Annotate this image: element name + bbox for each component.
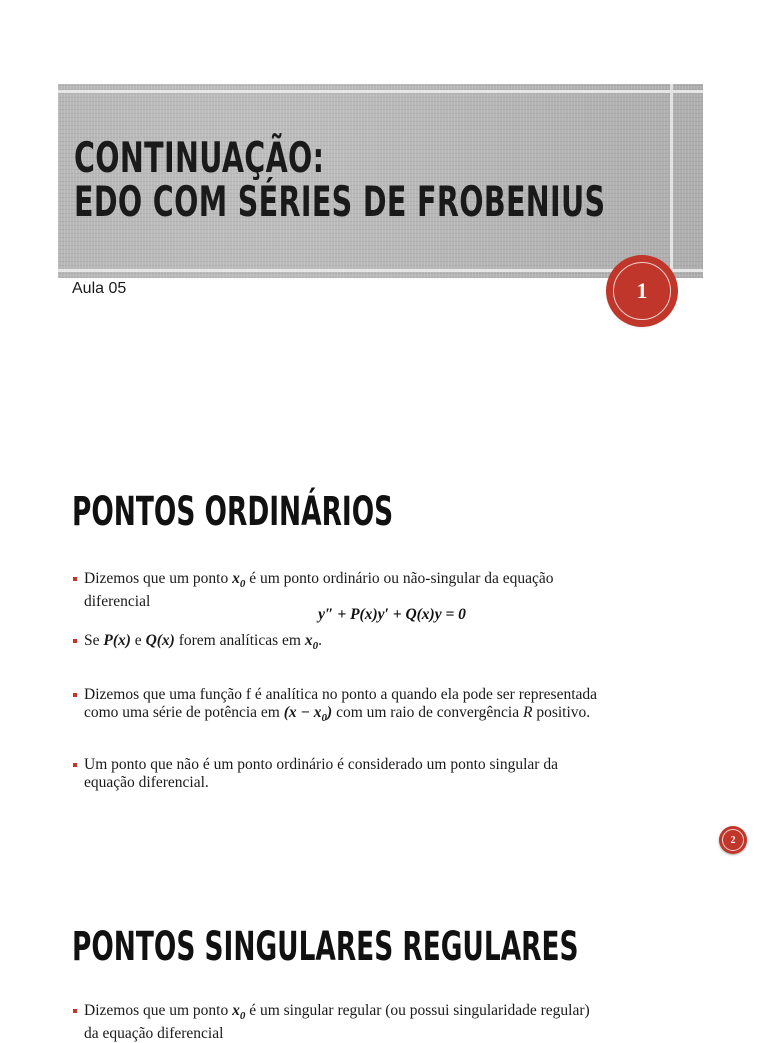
bullet-text: diferencial xyxy=(84,593,151,611)
section-heading: PONTOS SINGULARES REGULARES xyxy=(72,924,579,970)
bullet-item xyxy=(72,570,712,611)
math-expr xyxy=(283,704,333,725)
title-slide xyxy=(0,0,768,410)
bullet-marker xyxy=(73,639,77,643)
math-expr-end: ) xyxy=(327,704,333,721)
slide-title-line1: CONTINUAÇÃO: xyxy=(74,133,325,182)
bullet-text: Dizemos que um ponto xyxy=(84,1002,229,1019)
bullet-text: Um ponto que não é um ponto ordinário é considerado um ponto singular da xyxy=(84,756,558,773)
math-sub: 0 xyxy=(321,712,328,725)
regular-singular-points-slide xyxy=(0,865,768,1043)
bullet-marker xyxy=(73,693,77,697)
bullet-text: com um raio de convergência xyxy=(336,704,520,721)
bullet-text: como uma série de potência em xyxy=(84,704,280,721)
banner-right-edge xyxy=(670,84,673,278)
slide-title-line2: EDO COM SÉRIES DE FROBENIUS xyxy=(74,177,606,226)
bullet-text: da equação diferencial xyxy=(84,1025,224,1043)
math-sub: 0 xyxy=(239,578,246,591)
math-x0 xyxy=(304,632,319,653)
bullet-marker xyxy=(73,763,77,767)
math-p: P(x) xyxy=(103,632,131,649)
math-x0 xyxy=(232,1002,246,1023)
math-x0 xyxy=(232,570,246,591)
math-var: x xyxy=(232,1002,240,1019)
bullet-text: é um singular regular (ou possui singularidade regular) xyxy=(249,1002,590,1019)
page-number-badge xyxy=(719,826,747,854)
math-expr-body: (x − x xyxy=(283,704,322,721)
bullet-item xyxy=(72,632,712,655)
page-number-badge xyxy=(608,257,676,325)
bullet-item xyxy=(72,686,712,727)
math-sub: 0 xyxy=(239,1010,246,1023)
equation-text: y″ + P(x)y′ + Q(x)y = 0 xyxy=(318,606,466,623)
bullet-marker xyxy=(73,577,77,581)
slide-title xyxy=(74,133,606,226)
math-r: R xyxy=(523,704,533,721)
bullet-text: . xyxy=(318,632,322,649)
slide-subtitle: Aula 05 xyxy=(72,280,127,297)
ordinary-points-slide xyxy=(0,410,768,865)
bullet-text: positivo. xyxy=(536,704,591,721)
title-banner xyxy=(58,84,703,278)
bullet-item xyxy=(72,1002,712,1043)
math-var: x xyxy=(232,570,240,587)
page-number: 1 xyxy=(636,278,648,303)
bullet-text: forem analíticas em xyxy=(178,632,301,649)
banner-bottom-edge xyxy=(58,269,703,272)
math-var: x xyxy=(304,632,313,649)
bullet-text: equação diferencial. xyxy=(84,774,209,791)
page-number: 2 xyxy=(730,834,736,846)
bullet-text: Se xyxy=(84,632,100,649)
banner-top-edge xyxy=(58,90,703,93)
bullet-text: Dizemos que um ponto xyxy=(84,570,229,587)
section-heading: PONTOS ORDINÁRIOS xyxy=(72,489,394,535)
bullet-marker xyxy=(73,1009,77,1013)
bullet-text: Dizemos que uma função f é analítica no ponto a quando ela pode ser representada xyxy=(84,686,598,703)
bullet-text: é um ponto ordinário ou não-singular da equação xyxy=(249,570,554,587)
display-equation xyxy=(72,606,712,624)
math-q: Q(x) xyxy=(145,632,175,649)
math-sub: 0 xyxy=(312,640,319,653)
bullet-item xyxy=(72,756,712,792)
bullet-text: e xyxy=(134,632,142,649)
